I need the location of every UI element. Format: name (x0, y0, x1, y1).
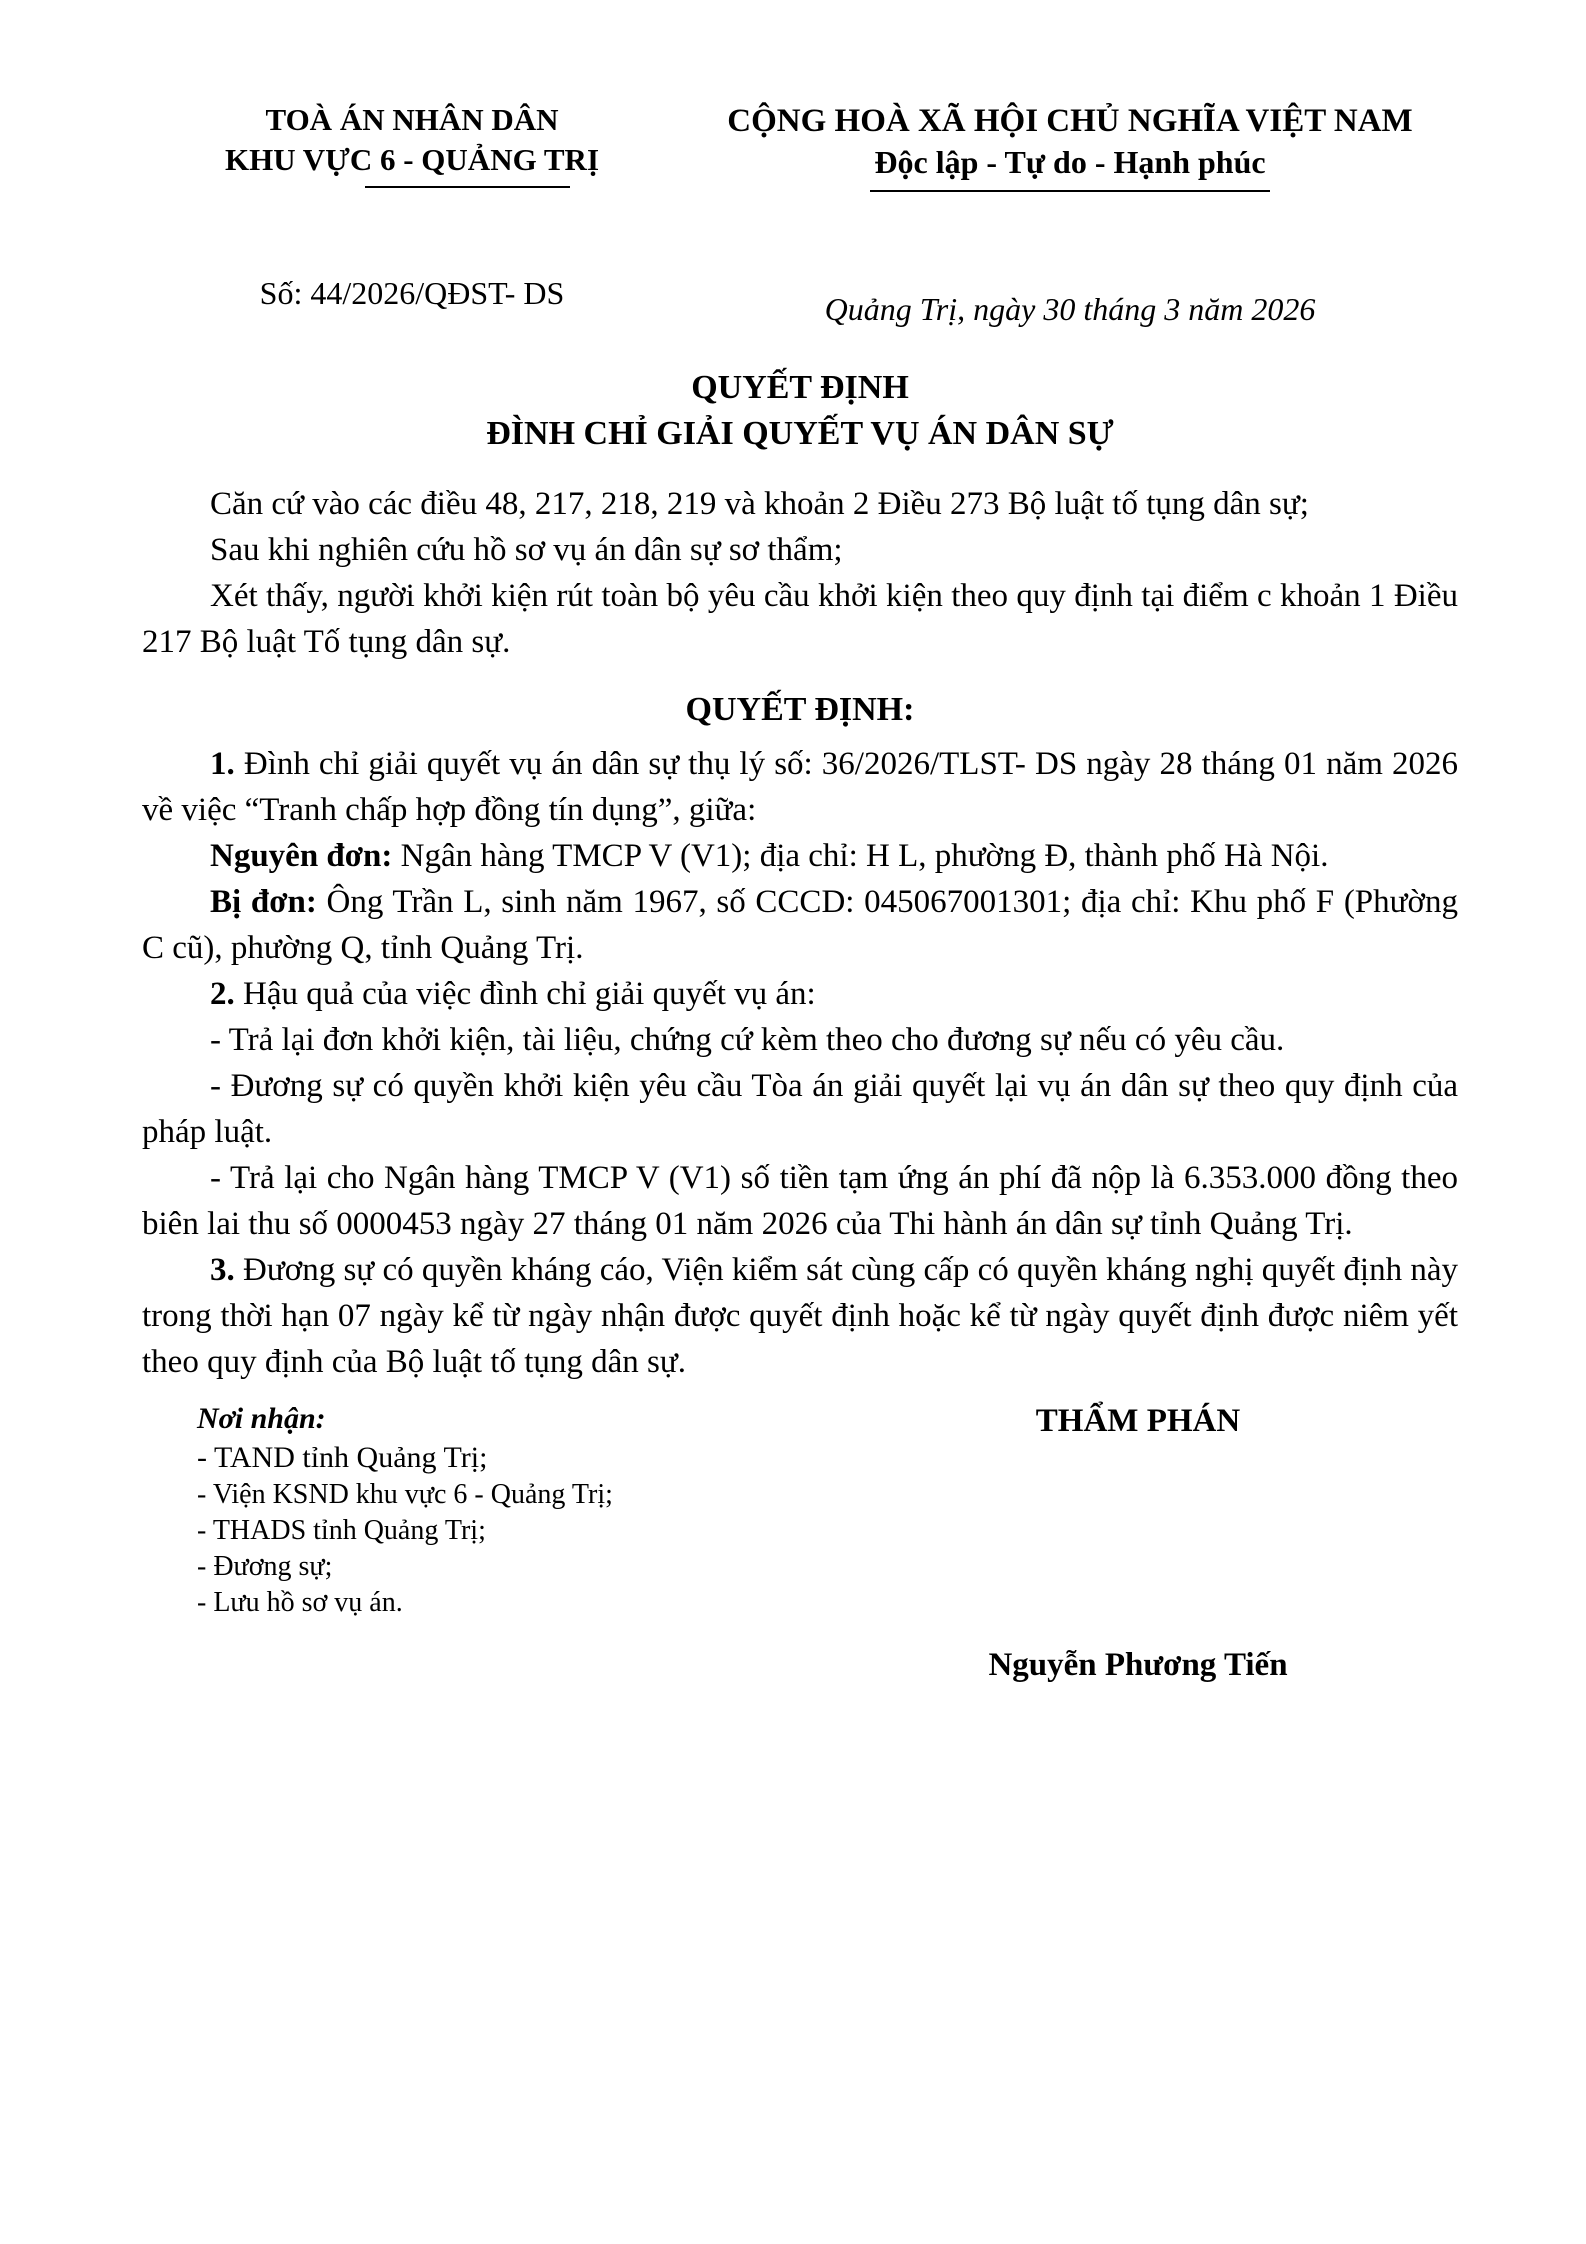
judge-title: THẨM PHÁN (1035, 1403, 1241, 1439)
recipient-item: - THADS tỉnh Quảng Trị; (197, 1515, 486, 1546)
paragraph-text: - Đương sự có quyền khởi kiện yêu cầu Tòa án giải quyết lại vụ án dân sự theo quy định của pháp luật. (142, 1068, 1458, 1150)
court-name-line1: TOÀ ÁN NHÂN DÂN (265, 102, 559, 137)
title-line1: QUYẾT ĐỊNH (691, 369, 909, 406)
document-header (142, 100, 1458, 330)
document-number: Số: 44/2026/QĐST- DS (259, 275, 565, 311)
paragraph-lead: Bị đơn: (210, 884, 317, 920)
article-paragraph (142, 1017, 1458, 1063)
paragraph-text: Hậu quả của việc đình chỉ giải quyết vụ án: (234, 976, 816, 1012)
article-paragraph (142, 741, 1458, 833)
article-paragraph (142, 879, 1458, 971)
recipient-item: - TAND tỉnh Quảng Trị; (197, 1441, 488, 1474)
title-line2: ĐÌNH CHỈ GIẢI QUYẾT VỤ ÁN DÂN SỰ (486, 415, 1114, 452)
paragraph-text: - Trả lại đơn khởi kiện, tài liệu, chứng cứ kèm theo cho đương sự nếu có yêu cầu. (210, 1022, 1285, 1058)
document-title (142, 365, 1458, 457)
paragraph-text: Đình chỉ giải quyết vụ án dân sự thụ lý số: 36/2026/TLST- DS ngày 28 tháng 01 năm 2026 về việc “Tranh chấp hợp đồng tín dụng”, giữa: (142, 746, 1458, 828)
national-header-block (682, 100, 1458, 330)
paragraph-text: Căn cứ vào các điều 48, 217, 218, 219 và khoản 2 Điều 273 Bộ luật tố tụng dân sự; (210, 486, 1309, 522)
paragraph-lead: 3. (210, 1252, 235, 1288)
preamble-paragraph (142, 527, 1458, 573)
document-footer (142, 1399, 1458, 1687)
article-paragraph (142, 1247, 1458, 1385)
paragraph-lead: 2. (210, 976, 235, 1012)
court-header-rule (365, 186, 570, 188)
article-paragraph (142, 1063, 1458, 1155)
preamble-paragraph (142, 573, 1458, 665)
recipient-item: - Lưu hồ sơ vụ án. (197, 1587, 403, 1618)
recipient-item: - Viện KSND khu vực 6 - Quảng Trị; (197, 1479, 613, 1510)
court-header-block (142, 100, 682, 330)
court-name-line2: KHU VỰC 6 - QUẢNG TRỊ (224, 142, 600, 177)
recipients-label: Nơi nhận: (197, 1402, 326, 1435)
preamble-paragraph (142, 481, 1458, 527)
article-paragraph (142, 971, 1458, 1017)
paragraph-text: Sau khi nghiên cứu hồ sơ vụ án dân sự sơ thẩm; (210, 532, 843, 568)
national-motto-line1: CỘNG HOÀ XÃ HỘI CHỦ NGHĨA VIỆT NAM (727, 103, 1413, 139)
paragraph-text: Xét thấy, người khởi kiện rút toàn bộ yêu cầu khởi kiện theo quy định tại điểm c khoản 1 Điều 217 Bộ luật Tố tụng dân sự. (142, 578, 1458, 660)
paragraph-lead: 1. (210, 746, 235, 782)
signature-block (818, 1399, 1458, 1687)
document-body (142, 481, 1458, 1385)
place-and-date: Quảng Trị, ngày 30 tháng 3 năm 2026 (824, 291, 1316, 327)
article-paragraph (142, 833, 1458, 879)
national-header-rule (870, 190, 1270, 192)
paragraph-text: - Trả lại cho Ngân hàng TMCP V (V1) số tiền tạm ứng án phí đã nộp là 6.353.000 đồng theo biên lai thu số 0000453 ngày 27 tháng 01 năm 2026 của Thi hành án dân sự tỉnh Quảng Trị. (142, 1160, 1458, 1242)
paragraph-text: Ông Trần L, sinh năm 1967, số CCCD: 045067001301; địa chỉ: Khu phố F (Phường C cũ), phường Q, tỉnh Quảng Trị. (142, 884, 1458, 966)
recipients-block (142, 1399, 818, 1687)
paragraph-text: Đương sự có quyền kháng cáo, Viện kiểm sát cùng cấp có quyền kháng nghị quyết định này trong thời hạn 07 ngày kể từ ngày nhận được quyết định hoặc kể từ ngày quyết định được niêm yết theo quy định của Bộ luật tố tụng dân sự. (142, 1252, 1458, 1380)
national-motto-line2: Độc lập - Tự do - Hạnh phúc (874, 144, 1266, 180)
recipient-item: - Đương sự; (197, 1551, 333, 1582)
paragraph-text: Ngân hàng TMCP V (V1); địa chỉ: H L, phường Đ, thành phố Hà Nội. (392, 838, 1329, 874)
paragraph-lead: Nguyên đơn: (210, 838, 393, 874)
decision-heading: QUYẾT ĐỊNH: (685, 691, 915, 728)
article-paragraph (142, 1155, 1458, 1247)
judge-name: Nguyễn Phương Tiến (988, 1647, 1288, 1683)
